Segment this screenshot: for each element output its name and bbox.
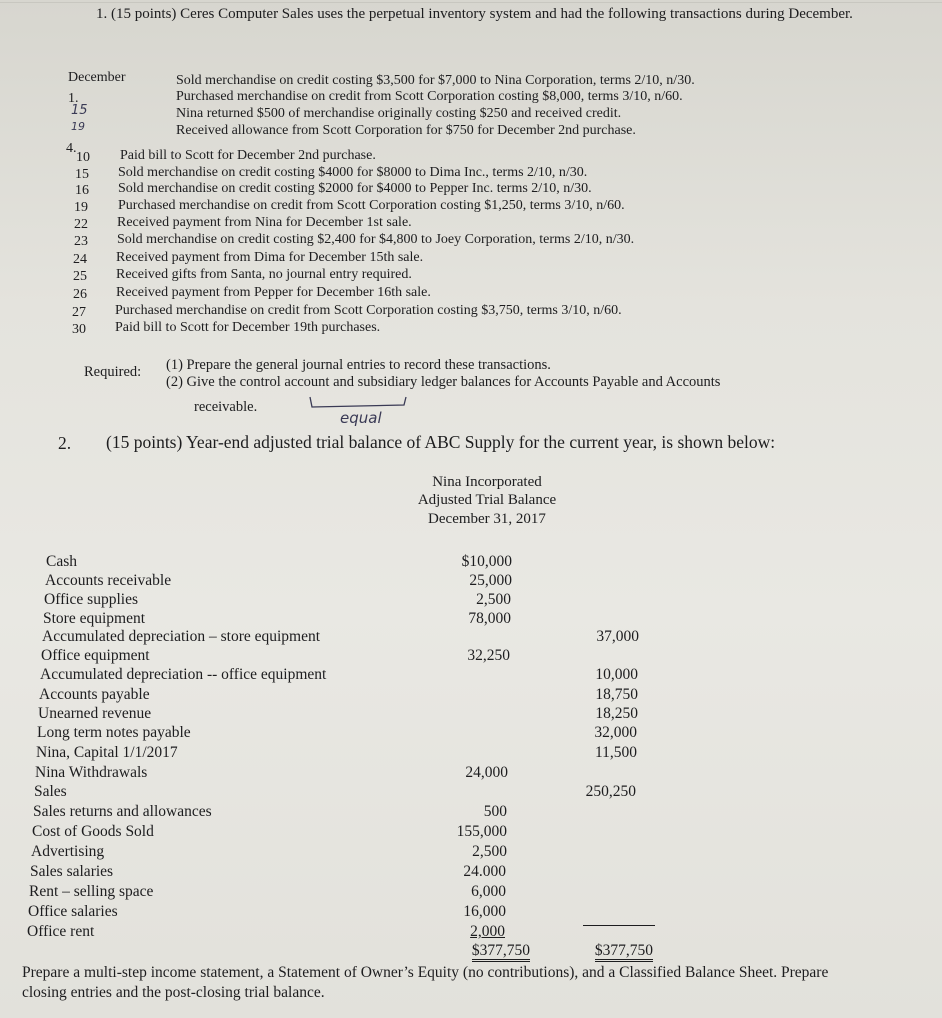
account-name: Cost of Goods Sold — [32, 823, 154, 840]
transaction-description: Received allowance from Scott Corporation for $750 for December 2nd purchase. — [176, 123, 636, 138]
required-item-1: (1) Prepare the general journal entries to record these transactions. — [166, 357, 551, 373]
transaction-day: 15 — [75, 167, 89, 182]
handwritten-equal: equal — [340, 409, 382, 427]
account-name: Accounts payable — [39, 686, 150, 703]
credit-amount: 32,000 — [594, 724, 637, 741]
transaction-description: Sold merchandise on credit costing $3,500 for $7,000 to Nina Corporation, terms 2/10, n/30. — [176, 73, 695, 88]
transaction-day: 1. — [68, 91, 79, 106]
transaction-description: Received payment from Pepper for December 16th sale. — [116, 285, 431, 300]
transaction-day: 23 — [74, 234, 88, 249]
debit-amount: 25,000 — [469, 572, 512, 589]
debit-amount: 2,000 — [470, 923, 505, 940]
scan-edge-line — [0, 2, 942, 3]
transaction-day: 25 — [73, 269, 87, 284]
debit-amount: 24,000 — [465, 764, 508, 781]
debit-amount: 6,000 — [471, 883, 506, 900]
account-name: Nina, Capital 1/1/2017 — [36, 744, 178, 761]
debit-amount: 500 — [483, 803, 507, 820]
question1-header: 1. (15 points) Ceres Computer Sales uses the perpetual inventory system and had the following transactions during December. — [96, 6, 853, 22]
transaction-day: 26 — [73, 287, 87, 302]
account-name: Sales salaries — [30, 863, 114, 880]
debit-amount: 32,250 — [467, 647, 510, 664]
credit-total-rule — [583, 925, 655, 926]
trial-balance-date: December 31, 2017 — [428, 511, 546, 527]
account-name: Office equipment — [41, 647, 150, 664]
account-name: Store equipment — [43, 610, 146, 627]
question2-number: 2. — [58, 433, 72, 453]
transaction-day: 4. — [66, 141, 77, 156]
debit-amount: 78,000 — [468, 610, 511, 627]
account-name: Nina Withdrawals — [35, 764, 148, 781]
credit-amount: 10,000 — [595, 666, 638, 683]
transaction-description: Purchased merchandise on credit from Scott Corporation costing $8,000, terms 3/10, n/60. — [176, 89, 683, 104]
required-item-2: (2) Give the control account and subsidiary ledger balances for Accounts Payable and Accounts — [166, 374, 721, 390]
account-name: Advertising — [31, 843, 105, 860]
account-name: Accumulated depreciation – store equipment — [42, 628, 321, 645]
debit-amount: 16,000 — [463, 903, 506, 920]
account-name: Rent – selling space — [29, 883, 154, 900]
account-name: Accumulated depreciation -- office equipment — [40, 666, 327, 683]
transaction-description: Received gifts from Santa, no journal entry required. — [116, 267, 412, 282]
total-debit: $377,750 — [440, 942, 530, 960]
instructions-line-2: closing entries and the post-closing trial balance. — [22, 984, 325, 1001]
month-label: December — [68, 70, 126, 85]
debit-amount: 155,000 — [456, 823, 507, 840]
credit-amount: 18,250 — [595, 705, 638, 722]
transaction-description: Received payment from Dima for December 15th sale. — [116, 250, 424, 265]
instructions-line-1: Prepare a multi-step income statement, a Statement of Owner’s Equity (no contributions), and a Classified Balance Sheet. Prepare — [22, 964, 829, 981]
transaction-description: Nina returned $500 of merchandise originally costing $250 and received credit. — [176, 106, 622, 121]
trial-balance-title: Adjusted Trial Balance — [417, 492, 557, 508]
account-name: Sales — [34, 783, 67, 800]
account-name: Office supplies — [44, 591, 138, 608]
credit-amount: 37,000 — [596, 628, 639, 645]
credit-amount: 11,500 — [594, 744, 637, 761]
transaction-day: 24 — [73, 252, 87, 267]
account-name: Office salaries — [28, 903, 118, 920]
credit-amount: 250,250 — [585, 783, 636, 800]
account-name: Long term notes payable — [37, 724, 191, 741]
handwritten-note-15: 15 — [71, 103, 88, 118]
transaction-description: Sold merchandise on credit costing $4000 for $8000 to Dima Inc., terms 2/10, n/30. — [118, 165, 588, 180]
transaction-description: Purchased merchandise on credit from Scott Corporation costing $3,750, terms 3/10, n/60. — [115, 303, 622, 318]
account-name: Office rent — [27, 923, 95, 940]
transaction-day: 22 — [74, 217, 88, 232]
required-label: Required: — [84, 364, 142, 380]
transaction-day: 16 — [75, 183, 89, 198]
debit-amount: 24.000 — [463, 863, 506, 880]
account-name: Sales returns and allowances — [33, 803, 212, 820]
transaction-description: Sold merchandise on credit costing $2000 for $4000 to Pepper Inc. terms 2/10, n/30. — [118, 181, 592, 196]
question2-header: (15 points) Year-end adjusted trial balance of ABC Supply for the current year, is shown below: — [106, 432, 776, 452]
total-credit: $377,750 — [563, 942, 653, 960]
account-name: Cash — [46, 553, 77, 570]
transaction-description: Paid bill to Scott for December 2nd purchase. — [120, 148, 376, 163]
transaction-day: 27 — [72, 305, 86, 320]
account-name: Unearned revenue — [38, 705, 152, 722]
transaction-description: Received payment from Nina for December 1st sale. — [117, 215, 412, 230]
transaction-description: Sold merchandise on credit costing $2,400 for $4,800 to Joey Corporation, terms 2/10, n/30. — [117, 232, 635, 247]
debit-amount: $10,000 — [461, 553, 512, 570]
credit-amount: 18,750 — [595, 686, 638, 703]
debit-amount: 2,500 — [472, 843, 507, 860]
transaction-day: 10 — [76, 150, 90, 165]
transaction-description: Purchased merchandise on credit from Scott Corporation costing $1,250, terms 3/10, n/60. — [118, 198, 625, 213]
trial-balance-company: Nina Incorporated — [432, 474, 542, 490]
transaction-description: Paid bill to Scott for December 19th purchases. — [115, 320, 381, 335]
debit-amount: 2,500 — [476, 591, 511, 608]
transaction-day: 19 — [74, 200, 88, 215]
required-item-3: receivable. — [194, 399, 258, 415]
transaction-day: 30 — [72, 322, 86, 337]
account-name: Accounts receivable — [45, 572, 172, 589]
handwritten-note-19: 19 — [71, 120, 85, 133]
